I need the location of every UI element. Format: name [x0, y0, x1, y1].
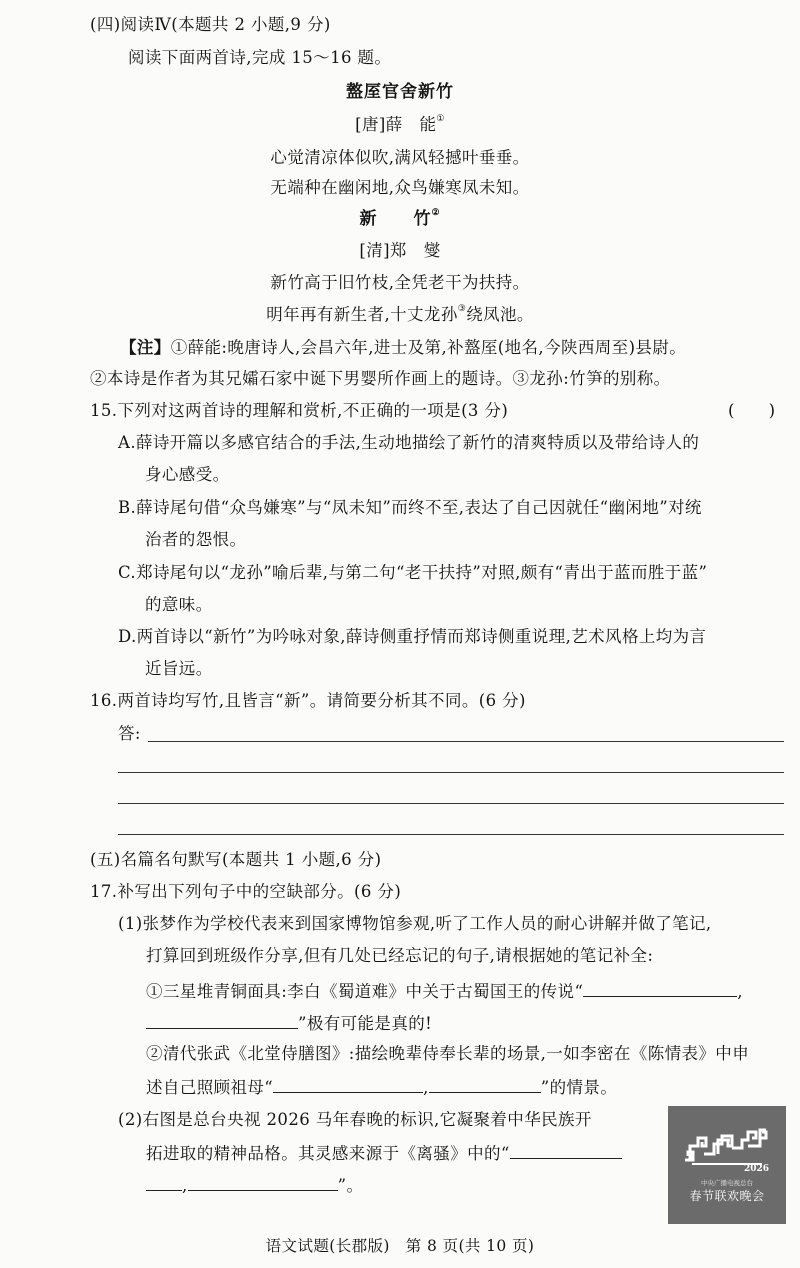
answer-line-1[interactable] [148, 741, 784, 742]
poem1-line-2: 无端种在幽闲地,众鸟嫌寒凤未知。 [270, 178, 530, 197]
q17-item-b-line1: ②清代张武《北堂侍膳图》:描绘晚辈侍奉长辈的场景,一如李密在《陈情表》中申 [146, 1044, 750, 1063]
section-heading: (四)阅读Ⅳ(本题共 2 小题,9 分) [90, 15, 331, 34]
page-footer: 语文试题(长郡版) 第 8 页(共 10 页) [265, 1237, 535, 1255]
q16-answer-label: 答: [118, 724, 141, 743]
q15-option-d-line2: 近旨远。 [145, 659, 213, 678]
notes-label: 【注】 [120, 338, 171, 357]
fill-blank[interactable] [146, 1172, 182, 1191]
q17-part2-line1: (2)右图是总台央视 2026 马年春晚的标识,它凝聚着中华民族开 [118, 1110, 592, 1129]
poem2-author: [清]郑 燮 [359, 241, 441, 260]
q15-option-b-line1: B.薛诗尾句借“众鸟嫌寒”与“凤未知”而终不至,表达了自己因就任“幽闲地”对统 [118, 498, 702, 517]
q17-part2-line2: 拓进取的精神品格。其灵感来源于《离骚》中的“ [146, 1140, 622, 1166]
poem1-title: 盩厔官舍新竹 [346, 82, 454, 102]
notes-line-2: ②本诗是作者为其兄孀石家中诞下男婴所作画上的题诗。③龙孙:竹笋的别称。 [90, 369, 671, 388]
q15-option-b-line2: 治者的怨恨。 [145, 530, 247, 549]
q15-option-d-line1: D.两首诗以“新竹”为吟咏对象,薛诗侧重抒情而郑诗侧重说理,艺术风格上均为言 [118, 627, 707, 646]
q15-option-a-line2: 身心感受。 [145, 465, 230, 484]
poem2-line-2: 明年再有新生者,十丈龙孙③绕凤池。 [266, 304, 534, 324]
answer-line-3[interactable] [118, 803, 784, 804]
q15-option-c-line1: C.郑诗尾句以“龙孙”喻后辈,与第二句“老干扶持”对照,颇有“青出于蓝而胜于蓝” [118, 563, 708, 582]
q17-part1-line1: (1)张梦作为学校代表来到国家博物馆参观,听了工作人员的耐心讲解并做了笔记, [118, 914, 712, 933]
fill-blank[interactable] [510, 1140, 622, 1159]
poem2-title: 新 竹② [359, 208, 441, 229]
q17-item-b-line2: 述自己照顾祖母“ , ”的情景。 [146, 1074, 617, 1100]
answer-line-4[interactable] [118, 834, 784, 835]
q17-stem: 17.补写出下列句子中的空缺部分。(6 分) [90, 882, 402, 901]
poem1-line-1: 心觉清凉体似吹,满风轻撼叶垂垂。 [270, 148, 530, 167]
poem1-author: [唐]薛 能① [355, 114, 445, 134]
q17-part1-line2: 打算回到班级作分享,但有几处已经忘记的句子,请根据她的笔记补全: [146, 946, 654, 965]
fill-blank[interactable] [273, 1074, 423, 1093]
notes-line-1: 【注】①薛能:晚唐诗人,会昌六年,进士及第,补盩厔(地名,今陕西周至)县尉。 [120, 338, 687, 357]
fill-blank[interactable] [583, 978, 737, 997]
gala-logo-image [668, 1106, 786, 1224]
q17-item-a-line1: ①三星堆青铜面具:李白《蜀道难》中关于古蜀国王的传说“ , [146, 978, 743, 1004]
logo-subtitle: 中央广播电视总台 [701, 1179, 753, 1187]
fill-blank[interactable] [188, 1172, 338, 1191]
fill-blank[interactable] [429, 1074, 541, 1093]
poem2-line-1: 新竹高于旧竹枝,全凭老干为扶持。 [270, 273, 530, 292]
q15-answer-bracket: ( ) [728, 401, 776, 420]
reading-instruction: 阅读下面两首诗,完成 15～16 题。 [128, 48, 392, 67]
q15-option-c-line2: 的意味。 [145, 595, 213, 614]
section-heading-5: (五)名篇名句默写(本题共 1 小题,6 分) [90, 850, 382, 869]
q15-option-a-line1: A.薛诗开篇以多感官结合的手法,生动地描绘了新竹的清爽特质以及带给诗人的 [118, 433, 700, 452]
q15-stem: 15.下列对这两首诗的理解和赏析,不正确的一项是(3 分) [90, 401, 509, 420]
fill-blank[interactable] [146, 1010, 298, 1029]
q17-part2-line3: , ”。 [146, 1172, 363, 1198]
q17-item-a-line2: ”极有可能是真的! [146, 1010, 432, 1036]
q16-stem: 16.两首诗均写竹,且皆言“新”。请简要分析其不同。(6 分) [90, 691, 526, 710]
logo-year: 2026 [744, 1164, 770, 1174]
answer-line-2[interactable] [118, 772, 784, 773]
logo-name: 春节联欢晚会 [689, 1189, 765, 1203]
